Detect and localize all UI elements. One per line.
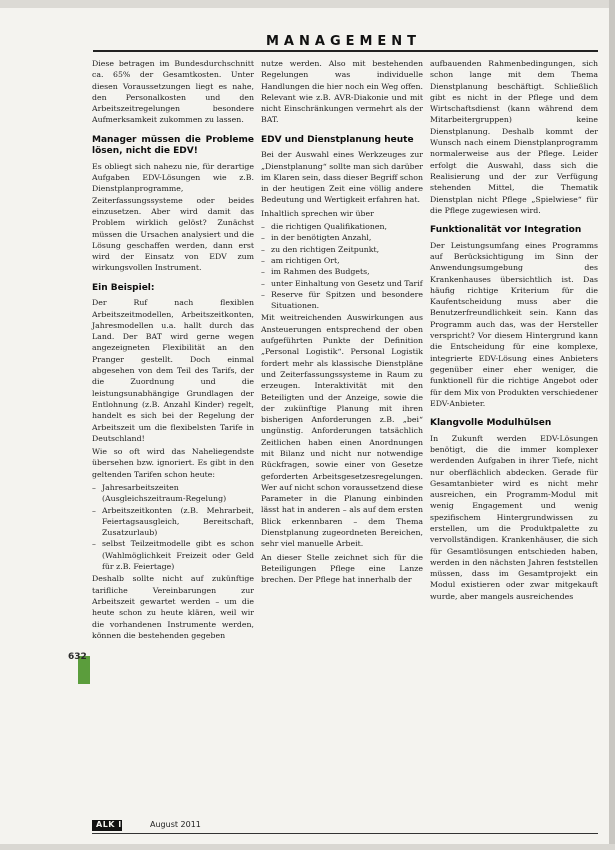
scan-edge-top [0, 0, 615, 8]
body-paragraph: Der Leistungsumfang eines Programms auf Berücksichtigung im Sinn der Anwendungsumgebung des Krankenhauses übersichtlich ist. Das häufig richtige Kriterium für die Kaufentscheidung muss aber die Benutzerfreundlichkeit sein. Kann das Programm auch das, was der Hersteller verspricht? Vor diesem Hintergrund kann die Entscheidung für eine komplexe, integrierte EDV-Lösung eines Anbieters gegenüber einer eher weniger, die funktionell für die richtige Angebot oder für dem Mix von Produkten verschiedener EDV-Anbieter. [430, 240, 598, 408]
body-paragraph: Mit weitreichenden Auswirkungen aus Ansteuerungen entsprechend der oben aufgeführten Punkte der Definition „Personal Logistik“. Personal Logistik fordert mehr als klassische Dienstpläne und Zeiterfassungssysteme in Raum zu erzeugen. Interaktivität mit den Beteiligten und der Anzeige, sowie die der zukünftige Planung mit ihren bisherigen Anforderungen z.B. „bei“ ungünstig. Anforderungen tatsächlich Zeitlichen haben einen Anordnungen mit Bilanz und nicht nur notwendige Rückfragen, sowie einer von Gesetze geforderten Arbeitsgesetzesregelungen. Wer auf nicht schon voraussetzend diese Parameter in die Planung einbinden lässt hat in anderen – als auf dem ersten Blick erkennbaren – dem Thema Dienstplanung zugeordneten Bereichen, sehr viel manuelle Arbeit. [261, 313, 423, 549]
section-heading: Funktionalität vor Integration [430, 225, 582, 236]
bullet-list [92, 482, 254, 572]
list-item: – die richtigen Qualifikationen, [261, 221, 423, 232]
footer-rule [92, 833, 598, 834]
body-paragraph: In Zukunft werden EDV-Lösungen benötigt, die die immer komplexer werdenden Aufgaben in ihrer Tiefe, nicht nur oberflächlich abdecken. Gerade für Gesamtanbieter wird es nicht mehr ausreichen, ein Programm-Modul mit wenig Engagement und wenig spezifischem Hintergrundwissen zu erstellen, um die Produktpalette zu vervollständigen. Krankenhäuser, die sich für Gesamtlösungen entschieden haben, werden in den nächsten Jahren feststellen müssen, dass im Gesamtprojekt ein Modul existieren oder zwar mitgekauft wurde, aber mangels ausreichendes [430, 433, 598, 601]
list-item: – im Rahmen des Budgets, [261, 266, 423, 277]
column-3 [430, 58, 598, 604]
body-paragraph: Der Ruf nach flexiblen Arbeitszeitmodellen, Arbeitszeitkonten, Jahresmodellen u.a. hallt durch das Land. Der BAT wird gerne wegen angezeigneten Flexibilität an den Pranger gestellt. Doch einmal abgesehen von dem Teil des Tarifs, der die Zuordnung und die leistungsunabhängige Grundlagen der Entlohnung (z.B. Anzahl Kinder) regelt, handelt es sich bei der Regelung der Arbeitszeit um die flexibelsten Tarife in Deutschland! [92, 298, 254, 443]
body-paragraph: Es obliegt sich nahezu nie, für derartige Aufgaben EDV-Lösungen wie z.B. Dienstplanprogramme, Zeiterfassungssysteme oder beides einzusetzen. Aber wird damit das Problem wirklich gelöst? Zunächst müssen die Ursachen analysiert und die Lösung geschaffen werden, dann erst wird der Einsatz von EDV zum wirkungsvollen Instrument. [92, 161, 254, 273]
body-paragraph: An dieser Stelle zeichnet sich für die Beteiligungen Pflege eine Lanze brechen. Der Pflege hat innerhalb der [261, 552, 423, 585]
section-heading: Klangvolle Modulhülsen [430, 418, 552, 429]
body-paragraph: Inhaltlich sprechen wir über [261, 208, 374, 218]
list-item: – am richtigen Ort, [261, 255, 423, 266]
body-paragraph: nutze werden. Also mit bestehenden Regelungen was individuelle Handlungen die hier noch ein Weg offen. Relevant wie z.B. AVR-Diakonie und mit nicht Einschränkungen vermehrt als der BAT. [261, 59, 424, 125]
running-head: MANAGEMENT [266, 34, 422, 49]
side-page-marker: 632 [68, 652, 87, 662]
scan-edge-right [609, 0, 615, 850]
scan-edge-bottom [0, 844, 615, 850]
section-heading: Manager müssen die Probleme lösen, nicht die EDV! [92, 134, 254, 157]
list-item: – Arbeitszeitkonten (z.B. Mehrarbeit, Feiertagsausgleich, Bereitschaft, Zusatzurlaub) [92, 505, 254, 539]
bullet-list [261, 221, 423, 311]
body-paragraph: aufbauenden Rahmenbedingungen, sich schon lange mit dem Thema Dienstplanung beschäftigt. Schließlich gibt es nicht in der Pflege und dem Wirtschaftsdienst (kann während dem Mitarbeitergruppen) keine Dienstplanung. Deshalb kommt der Wunsch nach einem Dienstplanprogramm normalerweise aus der Pflege. Leider erfolgt die Auswahl, dass sich die Realisierung und der zur Verfügung stehenden Mittel, die Thematik Dienstplan nicht Pflege „Spielwiese“ für die Pflege zugewiesen wird. [430, 59, 598, 215]
list-item: – in der benötigten Anzahl, [261, 232, 423, 243]
footer-magazine-name: ALK Info [96, 820, 138, 829]
intro-paragraph: Diese betragen im Bundesdurchschnitt ca. 65% der Gesamtkosten. Unter diesen Voraussetzungen liegt es nahe, den Personalkosten und den Arbeitszeitregelungen besondere Aufmerksamkeit zukommen zu lassen. [92, 59, 254, 125]
footer-issue-date: August 2011 [150, 820, 201, 829]
header-rule [93, 50, 598, 52]
section-heading: Ein Beispiel: [92, 282, 155, 293]
section-heading: EDV und Dienstplanung heute [261, 134, 414, 145]
list-item: – selbst Teilzeitmodelle gibt es schon (Wahlmöglichkeit Freizeit oder Geld für z.B. Feiertage) [92, 538, 254, 572]
column-2 [261, 58, 423, 588]
body-paragraph: Deshalb sollte nicht auf zukünftige tarifliche Vereinbarungen zur Arbeitszeit gewartet werden – um die heute schon zu heute klären, weil wir die vorhandenen Instrumente werden, können die bestehenden gegeben [92, 574, 254, 640]
body-paragraph: Bei der Auswahl eines Werkzeuges zur „Dienstplanung“ sollte man sich darüber im Klaren sein, dass dieser Begriff schon in der heutigen Zeit eine völlig andere Bedeutung und Wertigkeit erfahren hat. [261, 150, 423, 205]
list-item: – Reserve für Spitzen und besondere Situationen. [261, 289, 423, 312]
list-item: – unter Einhaltung von Gesetz und Tarif [261, 278, 423, 289]
body-paragraph: Wie so oft wird das Naheliegendste übersehen bzw. ignoriert. Es gibt in den geltenden Tarifen schon heute: [92, 447, 254, 479]
list-item: – Jahresarbeitszeiten (Ausgleichszeitraum-Regelung) [92, 482, 254, 505]
list-item: – zu den richtigen Zeitpunkt, [261, 244, 423, 255]
column-1 [92, 58, 254, 643]
